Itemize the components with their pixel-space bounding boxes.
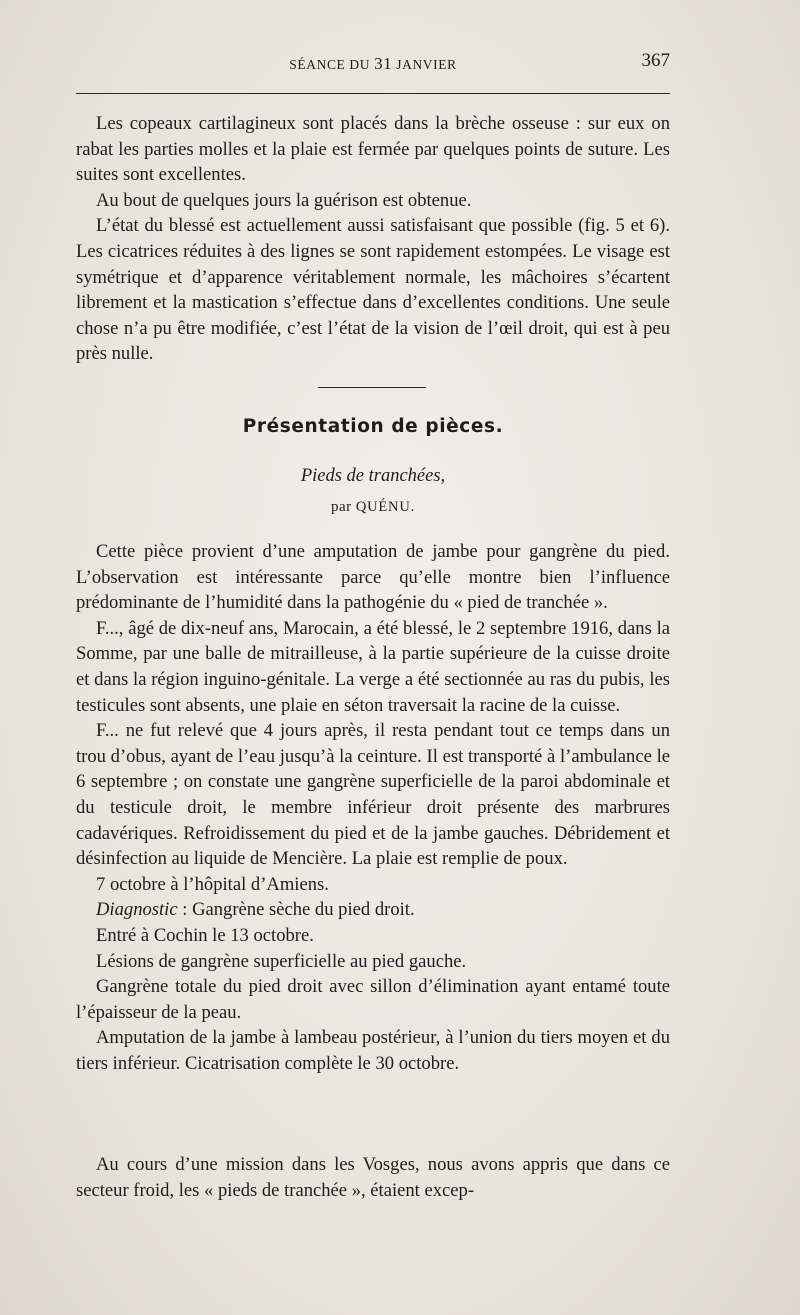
running-title-day: 31 — [374, 54, 393, 73]
section-divider — [318, 387, 426, 388]
intro-paragraph-3: L’état du blessé est actuellement aussi satisfaisant que possible (fig. 5 et 6). Les cicatrices réduites à des lignes se sont rapidement estompées. Le visage est symétrique et d’apparence véritablement normale, les mâchoires s’écartent librement et la mastication s’effectue dans d’excellentes conditions. Une seule chose n’a pu être modifiée, c’est l’état de la vision de l’œil droit, qui est à peu près nulle. — [76, 215, 670, 365]
body-paragraph-3: F... ne fut relevé que 4 jours après, il resta pendant tout ce temps dans un trou d’obus, ayant de l’eau jusqu’à la ceinture. Il est transporté à l’ambulance le 6 septembre ; on constate une gangrène superficielle de la paroi abdominale et du testicule droit, le membre inférieur droit présente des marbrures cadavériques. Refroidissement du pied et de la jambe gauches. Débridement et désinfection au liquide de Mencière. La plaie est remplie de poux. — [76, 720, 670, 870]
header-rule — [76, 93, 670, 94]
intro-text — [76, 111, 670, 367]
diagnostic-line — [76, 897, 670, 923]
final-paragraph: Au cours d’une mission dans les Vosges, nous avons appris que dans ce secteur froid, les « pieds de tranchée », étaient excep- — [76, 1154, 670, 1201]
author-name: QUÉNU. — [355, 499, 416, 515]
running-head — [76, 50, 670, 74]
running-title-suffix: JANVIER — [396, 57, 457, 72]
body-paragraph-4: 7 octobre à l’hôpital d’Amiens. — [96, 873, 329, 895]
byline — [0, 499, 746, 516]
running-title-prefix: SÉANCE DU — [289, 57, 371, 72]
intro-paragraph-1: Les copeaux cartilagineux sont placés dans la brèche osseuse : sur eux on rabat les parties molles et la plaie est fermée par quelques points de suture. Les suites sont excellentes. — [76, 113, 670, 186]
intro-paragraph-2: Au bout de quelques jours la guérison est obtenue. — [96, 189, 472, 211]
body-paragraph-1: Cette pièce provient d’une amputation de jambe pour gangrène du pied. L’observation est intéressante parce qu’elle montre bien l’influence prédominante de l’humidité dans la pathogénie du « pied de tranchée ». — [76, 541, 670, 614]
body-paragraph-2: F..., âgé de dix-neuf ans, Marocain, a été blessé, le 2 septembre 1916, dans la Somme, par une balle de mitrailleuse, à la partie supérieure de la cuisse droite et dans la région inguino-génitale. La verge a été sectionnée au ras du pubis, les testicules sont absents, une plaie en séton traversait la racine de la cuisse. — [76, 617, 670, 716]
diagnostic-text: : Gangrène sèche du pied droit. — [177, 899, 415, 921]
final-text — [76, 1152, 670, 1203]
running-title — [76, 54, 670, 74]
body-text — [76, 539, 670, 1076]
left-foot-line: Lésions de gangrène superficielle au pied gauche. — [96, 950, 467, 972]
page-number: 367 — [641, 50, 670, 71]
admission-line: Entré à Cochin le 13 octobre. — [96, 924, 314, 946]
diagnostic-label: Diagnostic — [96, 899, 178, 921]
byline-prefix: par — [330, 499, 352, 515]
section-title: Présentation de pièces. — [242, 416, 504, 437]
section-subtitle: Pieds de tranchées, — [300, 466, 446, 486]
right-foot-paragraph: Gangrène totale du pied droit avec sillon d’élimination ayant entamé toute l’épaisseur de la peau. — [76, 976, 670, 1023]
amputation-paragraph: Amputation de la jambe à lambeau postérieur, à l’union du tiers moyen et du tiers inférieur. Cicatrisation complète le 30 octobre. — [76, 1027, 670, 1074]
